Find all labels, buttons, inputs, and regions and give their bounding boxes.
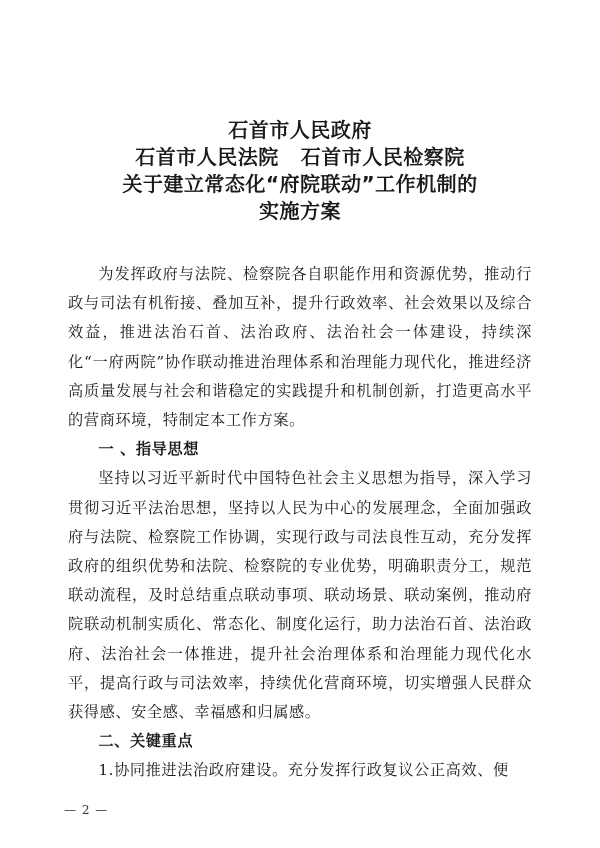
section-heading-guiding-ideology: 一 、指导思想: [98, 440, 200, 459]
title-procuratorate: 石首市人民检察院: [300, 145, 465, 169]
document-body: [68, 260, 532, 786]
title-court: 石首市人民法院: [135, 145, 279, 169]
page-number: — 2 —: [64, 803, 109, 817]
title-line-government: 石首市人民政府: [228, 118, 372, 142]
title-line-court-procuratorate: [0, 144, 600, 171]
title-line-subject: 关于建立常态化“府院联动”工作机制的: [122, 172, 478, 196]
guiding-ideology-paragraph: 坚持以习近平新时代中国特色社会主义思想为指导，深入学习贯彻习近平法治思想，坚持以人民为中心的发展理念，全面加强政府与法院、检察院工作协调，实现行政与司法良性互动，充分发挥政府的组织优势和法院、检察院的专业优势，明确职责分工，规范联动流程，及时总结重点联动事项、联动场景、联动案例，推动府院联动机制实质化、常态化、制度化运行，助力法治石首、法治政府、法治社会一体推进，提升社会治理体系和治理能力现代化水平，提高行政与司法效率，持续优化营商环境，切实增强人民群众获得感、安全感、幸福感和归属感。: [68, 469, 532, 722]
document-title: [0, 117, 600, 225]
intro-paragraph: 为发挥政府与法院、检察院各自职能作用和资源优势，推动行政与司法有机衔接、叠加互补，提升行政效率、社会效果以及综合效益，推进法治石首、法治政府、法治社会一体建设，持续深化“一府两院”协作联动推进治理体系和治理能力现代化，推进经济高质量发展与社会和谐稳定的实践提升和机制创新，打造更高水平的营商环境，特制定本工作方案。: [68, 265, 532, 430]
title-line-plan: 实施方案: [259, 199, 341, 223]
key-point-item-1: 1.协同推进法治政府建设。充分发挥行政复议公正高效、便: [98, 761, 509, 780]
section-heading-key-points: 二、关键重点: [98, 732, 194, 751]
